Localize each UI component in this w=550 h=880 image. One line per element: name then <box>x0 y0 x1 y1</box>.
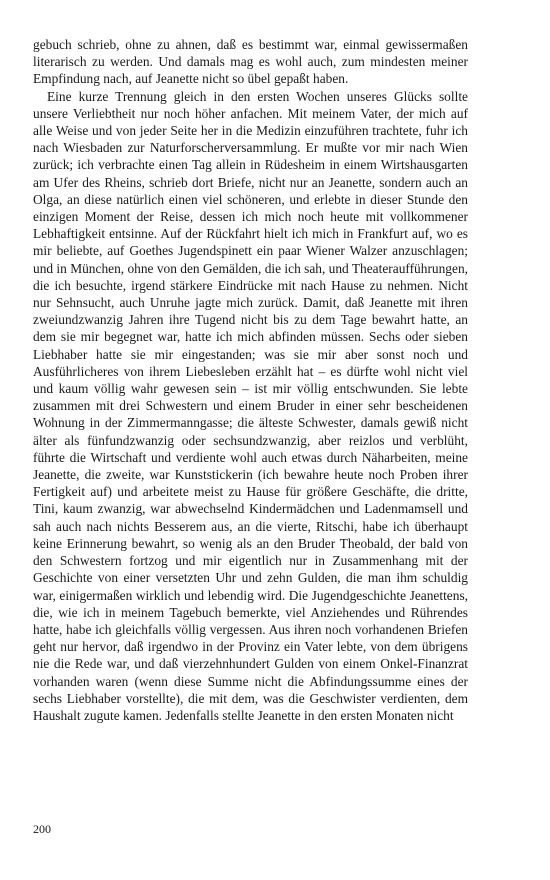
paragraph-1: gebuch schrieb, ohne zu ahnen, daß es bestimmt war, einmal gewissermaßen literarisch zu werden. Und damals mag es wohl auch, zum mindesten meiner Empfindung nach, auf Jeanette nicht so übel gepaßt haben. <box>33 37 468 87</box>
page-body <box>33 36 468 724</box>
page-number: 200 <box>33 822 51 836</box>
paragraph-2: Eine kurze Trennung gleich in den ersten Wochen unseres Glücks sollte unsere Verliebtheit nur noch höher anfachen. Mit meinem Vater, der mich auf alle Weise und von jeder Seite her in die Medizin einzuführen trachtete, fuhr ich nach Wiesbaden zur Naturforscherversammlung. Er mußte vor mir nach Wien zurück; ich verbrachte einen Tag allein in Rüdesheim in einem Wirtshausgarten am Ufer des Rheins, schrieb dort Briefe, nicht nur an Jeanette, sondern auch an Olga, an diese natürlich einen viel schöneren, und erlebte in dieser Stunde den einzigen Moment der Reise, dessen ich mich noch heute mit vollkommener Lebhaftigkeit entsinne. Auf der Rückfahrt hielt ich mich in Frankfurt auf, wo es mir beliebte, auf Goethes Jugendspinett ein paar Wiener Walzer anzuschlagen; und in München, ohne von den Gemälden, die ich sah, und Theateraufführungen, die ich besuchte, irgend stärkere Eindrücke mit nach Hause zu nehmen. Nicht nur Sehnsucht, auch Unruhe jagte mich zurück. Damit, daß Jeanette mit ihren zweiundzwanzig Jahren ihre Tugend nicht bis zu dem Tage bewahrt hatte, an dem sie mir begegnet war, hatte ich mich abfinden müssen. Sechs oder sieben Liebhaber hatte sie mir eingestanden; was sie mir aber sonst noch und Ausführlicheres von ihrem Liebesleben erzählt hat – es dürfte wohl nicht viel und kaum völlig wahr gewesen sein – ist mir völlig entschwunden. Sie lebte zusammen mit drei Schwestern und einem Bruder in einer sehr bescheidenen Wohnung in der Zimmermanngasse; die älteste Schwester, damals gewiß nicht älter als fünfundzwanzig oder sechsundzwanzig, aber reizlos und verblüht, führte die Wirtschaft und verdiente wohl auch etwas durch Näharbeiten, meine Jeanette, die zweite, war Kunststickerin (ich bewahre heute noch Proben ihrer Fertigkeit auf) und arbeitete meist zu Hause für größere Geschäfte, die dritte, Tini, kaum zwanzig, war abwechselnd Kindermädchen und Ladenmamsell und sah auch nach nichts Besserem aus, an die vierte, Ritschi, habe ich überhaupt keine Erinnerung bewahrt, so wenig als an den Bruder Theobald, der bald von den Schwestern fortzog und mir eigentlich nur in Zusammenhang mit der Geschichte von einer versetzten Uhr und zehn Gulden, die man ihm schuldig war, einigermaßen wirklich und lebendig wird. Die Jugendgeschichte Jeanettens, die, wie ich in meinem Tagebuch bemerkte, viel Anziehendes und Rührendes hatte, habe ich gleichfalls völlig vergessen. Aus ihren noch vorhandenen Briefen geht nur hervor, daß irgendwo in der Provinz ein Vater lebte, von dem übrigens nie die Rede war, und daß vierzehnhundert Gulden von einem Onkel-Finanzrat vorhanden waren (wenn diese Summe nicht die Abfindungssumme eines der sechs Liebhaber vorstellte), die mit dem, was die Geschwister verdienten, dem Haushalt zugute kamen. Jedenfalls stellte Jeanette in den ersten Monaten nicht <box>33 88 468 723</box>
